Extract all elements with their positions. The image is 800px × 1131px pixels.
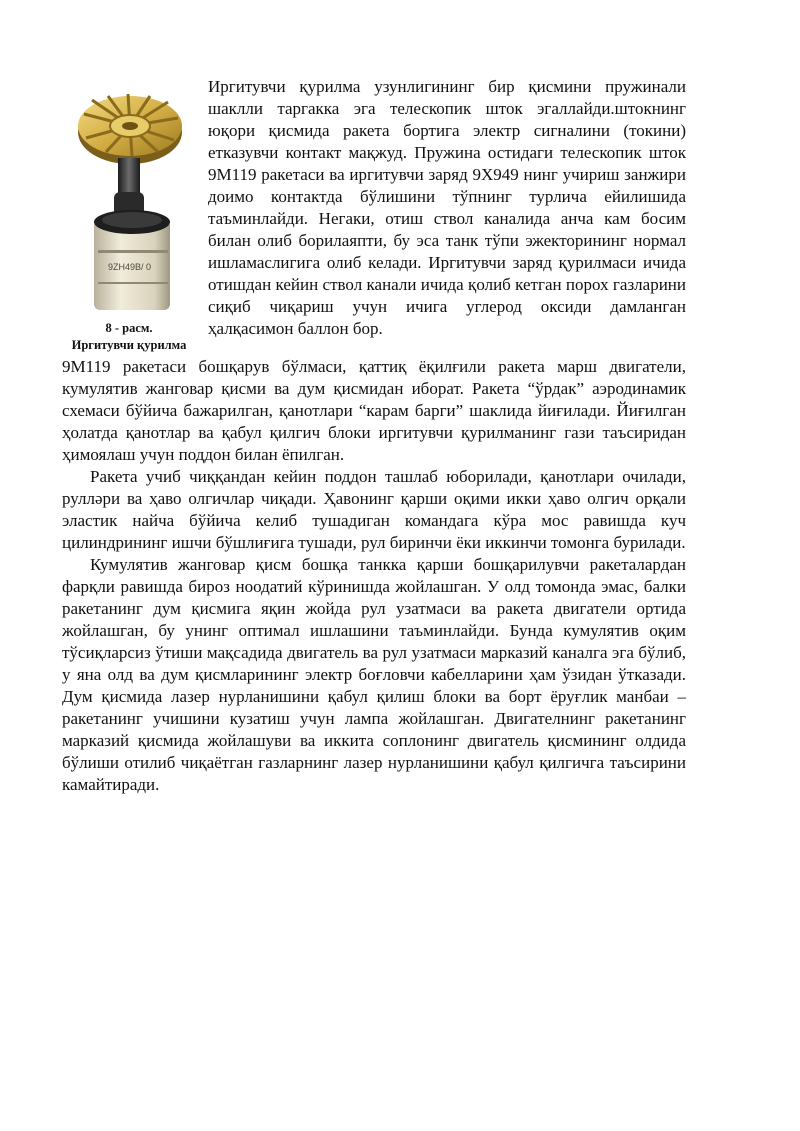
paragraph-1: 9М119 ракетаси бошқарув бўлмаси, қаттиқ ёқилғили ракета марш двигатели, кумулятив жанговар қисми ва дум қисмидан иборат. Ракета “ўрдак” аэродинамик схемаси бўйича бажарилган, қанотлари “карам барги” шаклида йиғилади. Йиғилган ҳолатда қанотлар ва қабул қилгич блоки иргитувчи қурилманинг гази таъсиридан ҳимоялаш учун поддон билан ёпилган. xyxy=(62,357,686,464)
figure-number: 8 - расм. xyxy=(105,321,153,335)
figure-label-text: 9ZH49B/ 0 xyxy=(108,262,152,272)
paragraph-3: Кумулятив жанговар қисм бошқа танкка қарши бошқарилувчи ракеталардан фарқли равишда бироз ноодатий кўринишда жойлашган. У олд томонда эмас, балки ракетанинг дум қисмига яқин жойда рул узатмаси ва ракета двигатели ортида жойлашган, бу унинг оптимал ишлашини таъминлайди. Бунда кумулятив оқим тўсиқларсиз ўтиши мақсадида двигатель ва рул узатмаси марказий каналга эга бўлиб, у яна олд ва дум қисмларининг электр боғловчи кабелларини ҳам ўзидан ўтказади. Дум қисмида лазер нурланишини қабул қилиш блоки ва борт ёруғлик манбаи – ракетанинг учишини кузатиш учун лампа жойлашган. Двигателнинг ракетанинг марказий қисмида жойлашуви ва иккита соплонинг двигатель қисмининг олдида бўлиши отилиб чиқаётган газларнинг лазер нурланишини қабул қилгичга таъсирини камайтиради. xyxy=(62,555,686,794)
paragraph-2: Ракета учиб чиққандан кейин поддон ташлаб юборилади, қанотлари очилади, рулләри ва ҳаво олгичлар чиқади. Ҳавонинг қарши оқими икки ҳаво олгич орқали эластик найча бўйича келиб тушадиган командага кўра мос равишда куч цилиндрининг ишчи бўшлиғига тушади, рул биринчи ёки иккинчи томонга бурилади. xyxy=(62,467,686,552)
main-text xyxy=(62,356,686,796)
side-paragraph: Иргитувчи қурилма узунлигининг бир қисмини пружинали шаклли таргакка эга телескопик шток эгаллайди.штокнинг юқори қисмида ракета бортига электр сигналини (токини) етказувчи контакт мақжуд. Пружина остидаги телескопик шток 9М119 ракетаси ва иргитувчи заряд 9Х949 нинг учириш занжири доимо контактда бўлишини тўпнинг турлича ейилишида таъминлайди. Негаки, отиш ствол каналида анча кам босим билан олиб борилаяпти, бу эса танк тўпи эжекторининг нормал ишламаслигига олиб келади. Иргитувчи заряд қурилмаси ичида отишдан кейин ствол канали ичида қолиб кетган порох газларини сиқиб чиқариш учун ичига углерод оксиди дамланган ҳалқасимон баллон бор. xyxy=(208,77,686,338)
figure-caption: Иргитувчи қурилма xyxy=(71,338,187,352)
figure-8 xyxy=(62,74,196,358)
launching-device-photo xyxy=(62,74,196,314)
